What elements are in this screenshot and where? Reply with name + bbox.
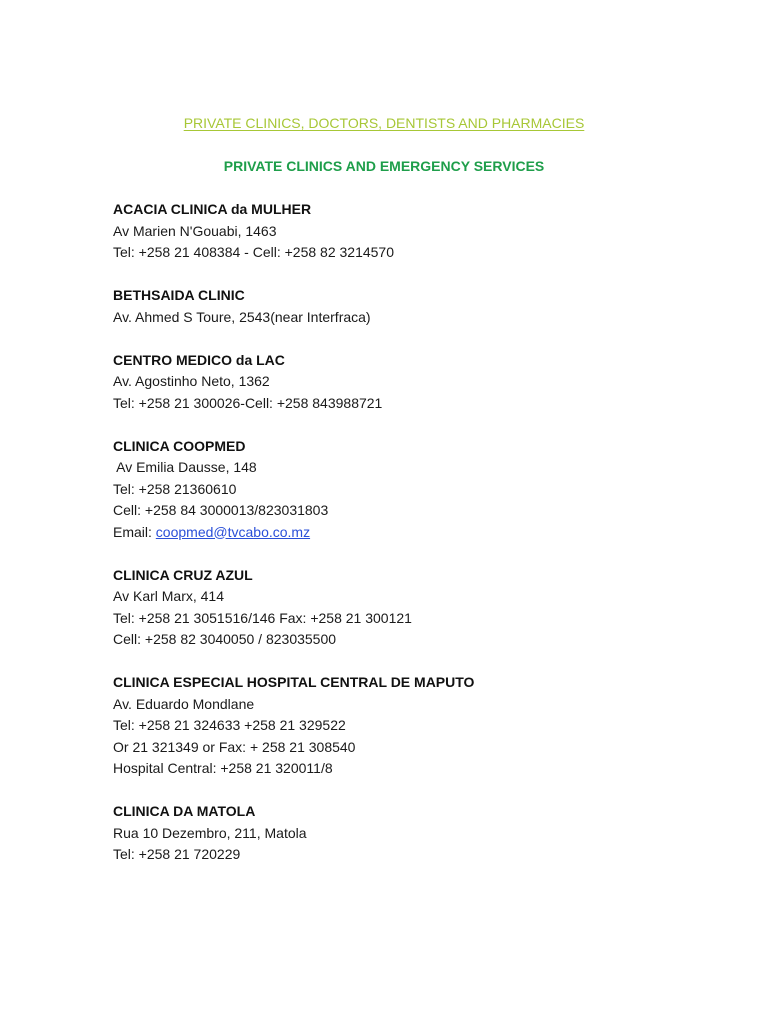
clinic-cell: Cell: +258 82 3040050 / 823035500 [113, 631, 337, 647]
clinic-address: Av. Ahmed S Toure, 2543(near Interfraca) [113, 308, 371, 325]
clinic-entry [113, 285, 713, 328]
clinic-name: ACACIA CLINICA da MULHER [113, 201, 312, 217]
clinic-phone: Tel: +258 21 408384 - Cell: +258 82 3214570 [113, 244, 395, 260]
clinic-fax: Or 21 321349 or Fax: + 258 21 308540 [113, 738, 356, 755]
clinic-name: CLINICA DA MATOLA [113, 803, 256, 819]
clinic-email-line [113, 522, 713, 544]
clinic-name: CENTRO MEDICO da LAC [113, 351, 285, 368]
clinic-address: Av. Eduardo Mondlane [113, 695, 255, 712]
clinic-entry [113, 436, 713, 544]
email-label: Email: [113, 523, 156, 540]
clinic-entry [113, 672, 713, 780]
document-title: PRIVATE CLINICS, DOCTORS, DENTISTS AND PHARMACIES [183, 115, 585, 131]
clinic-address: Av. Agostinho Neto, 1362 [113, 373, 270, 389]
clinic-name: BETHSAIDA CLINIC [113, 287, 245, 303]
clinic-name: CLINICA CRUZ AZUL [113, 566, 253, 583]
clinic-cell: Cell: +258 84 3000013/823031803 [113, 502, 329, 518]
clinic-phone: Tel: +258 21 324633 +258 21 329522 [113, 717, 346, 733]
clinic-name: CLINICA COOPMED [113, 437, 246, 454]
clinic-phone: Tel: +258 21360610 [113, 480, 237, 497]
clinic-list [113, 199, 713, 887]
clinic-entry [113, 350, 713, 415]
clinic-name: CLINICA ESPECIAL HOSPITAL CENTRAL DE MAPUTO [113, 674, 475, 690]
clinic-phone: Tel: +258 21 720229 [113, 846, 241, 862]
section-title: PRIVATE CLINICS AND EMERGENCY SERVICES [223, 158, 545, 174]
clinic-entry [113, 801, 713, 866]
email-link[interactable]: coopmed@tvcabo.co.mz [155, 523, 311, 540]
clinic-address: Av Marien N'Gouabi, 1463 [113, 222, 277, 239]
clinic-address: Av Emilia Dausse, 148 [113, 459, 257, 475]
clinic-hospital-phone: Hospital Central: +258 21 320011/8 [113, 760, 333, 776]
clinic-entry [113, 565, 713, 651]
clinic-phone: Tel: +258 21 300026-Cell: +258 843988721 [113, 394, 383, 411]
clinic-address: Rua 10 Dezembro, 211, Matola [113, 824, 307, 841]
clinic-entry [113, 199, 713, 264]
clinic-phone: Tel: +258 21 3051516/146 Fax: +258 21 300121 [113, 609, 412, 626]
clinic-address: Av Karl Marx, 414 [113, 588, 225, 604]
